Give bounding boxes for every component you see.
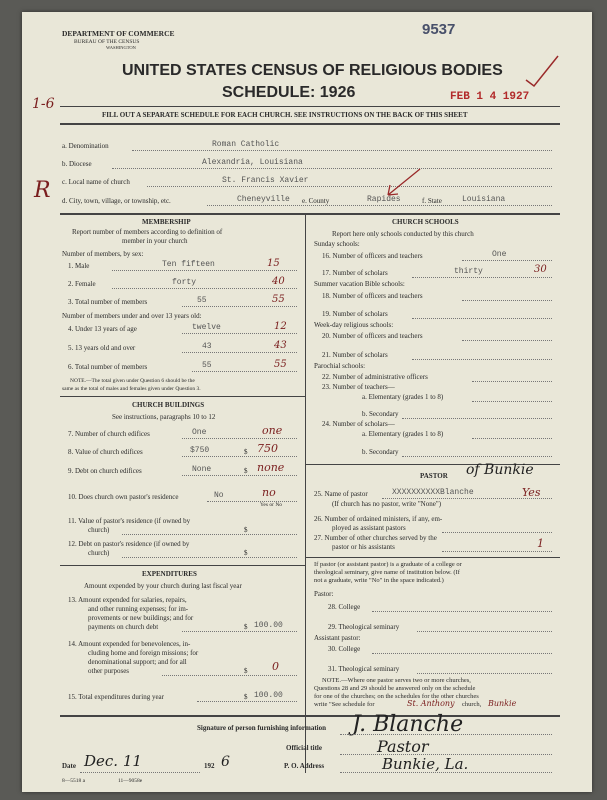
membership-title: MEMBERSHIP bbox=[142, 218, 191, 226]
pastor-note-3: for one of the churches; on the schedules for the other churches bbox=[314, 693, 479, 700]
q3-hand: 55 bbox=[272, 294, 285, 305]
pastor-title-hand: of Bunkie bbox=[466, 462, 534, 478]
q7-typed: One bbox=[192, 428, 207, 437]
q25-note: (If church has no pastor, write "None") bbox=[332, 500, 442, 508]
q10-typed: No bbox=[214, 491, 224, 500]
buildings-title: CHURCH BUILDINGS bbox=[132, 401, 205, 409]
form-title: UNITED STATES CENSUS OF RELIGIOUS BODIES bbox=[122, 62, 503, 79]
q13-value: 100.00 bbox=[254, 621, 283, 630]
city-value: Cheneyville bbox=[237, 195, 290, 204]
expenditures-sub: Amount expended by your church during last fiscal year bbox=[84, 582, 242, 590]
q9-hand: none bbox=[257, 461, 285, 474]
city-name: WASHINGTON bbox=[106, 45, 136, 50]
q21-label: 21. Number of scholars bbox=[322, 351, 388, 359]
date-label: Date bbox=[62, 762, 76, 770]
q24a-label: a. Elementary (grades 1 to 8) bbox=[362, 430, 444, 438]
state-label: f. State bbox=[422, 197, 442, 205]
q27-label-1: 27. Number of other churches served by the bbox=[314, 534, 437, 542]
q1-typed: Ten fifteen bbox=[162, 260, 215, 269]
q19-label: 19. Number of scholars bbox=[322, 310, 388, 318]
q26-label-2: ployed as assistant pastors bbox=[332, 524, 406, 532]
q9-label: 9. Debt on church edifices bbox=[68, 467, 142, 475]
pastor-title: PASTOR bbox=[420, 472, 448, 480]
q2-hand: 40 bbox=[272, 276, 285, 287]
q3-typed: 55 bbox=[197, 296, 207, 305]
q1-hand: 15 bbox=[267, 258, 280, 269]
form-number: 8—5518 a bbox=[62, 778, 86, 784]
q11-label-2: church) bbox=[88, 526, 110, 534]
q14-dollar: $ bbox=[244, 667, 248, 675]
q12-label-1: 12. Debt on pastor's residence (if owned by bbox=[68, 540, 190, 548]
parochial-label: Parochial schools: bbox=[314, 362, 366, 370]
church-name-value: St. Francis Xavier bbox=[222, 176, 309, 185]
schools-title: CHURCH SCHOOLS bbox=[392, 218, 459, 226]
q8-hand: 750 bbox=[257, 442, 278, 455]
q7-hand: one bbox=[262, 424, 283, 437]
pastor-note-hand: St. Anthony bbox=[407, 699, 455, 708]
q16-typed: One bbox=[492, 250, 507, 259]
membership-intro-1: Report number of members according to definition of bbox=[72, 228, 223, 236]
q12-label-2: church) bbox=[88, 549, 110, 557]
signature-label: Signature of person furnishing information bbox=[197, 724, 326, 732]
q11-label-1: 11. Value of pastor's residence (if owned by bbox=[68, 517, 191, 525]
grad-line-2: theological seminary, give name of institution below. (If bbox=[314, 569, 460, 576]
diocese-value: Alexandria, Louisiana bbox=[202, 158, 303, 167]
q15-dollar: $ bbox=[244, 693, 248, 701]
official-title-value: Pastor bbox=[377, 737, 429, 756]
q14-label-2: cluding home and foreign missions; for bbox=[88, 649, 199, 657]
q29-label: 29. Theological seminary bbox=[328, 623, 400, 631]
pastor-sub-label: Pastor: bbox=[314, 590, 334, 598]
vacation-label: Summer vacation Bible schools: bbox=[314, 280, 405, 288]
pastor-note-1: NOTE.—Where one pastor serves two or more churches, bbox=[322, 677, 471, 684]
year-prefix: 192 bbox=[204, 762, 215, 770]
q17-typed: thirty bbox=[454, 267, 483, 276]
diocese-label: b. Diocese bbox=[62, 160, 92, 168]
yes-no-caption: Yes or No bbox=[260, 502, 283, 508]
q7-label: 7. Number of church edifices bbox=[68, 430, 150, 438]
county-value: Rapides bbox=[367, 195, 401, 204]
q17-label: 17. Number of scholars bbox=[322, 269, 388, 277]
address-value: Bunkie, La. bbox=[382, 755, 469, 773]
official-title-label: Official title bbox=[286, 744, 322, 752]
membership-intro-2: member in your church bbox=[122, 237, 188, 245]
census-form bbox=[22, 12, 592, 792]
q28-label: 28. College bbox=[328, 603, 361, 611]
dept-name: DEPARTMENT OF COMMERCE bbox=[62, 29, 175, 38]
year-value: 6 bbox=[221, 754, 230, 770]
instructions-line: FILL OUT A SEPARATE SCHEDULE FOR EACH CHURCH. SEE INSTRUCTIONS ON THE BACK OF THIS SHEET bbox=[102, 111, 468, 119]
q3-label: 3. Total number of members bbox=[68, 298, 148, 306]
denomination-value: Roman Catholic bbox=[212, 140, 280, 149]
q13-label-4: payments on church debt bbox=[88, 623, 159, 631]
q9-typed: None bbox=[192, 465, 212, 474]
assistant-label: Assistant pastor: bbox=[314, 634, 361, 642]
county-label: e. County bbox=[302, 197, 330, 205]
q23-label: 23. Number of teachers— bbox=[322, 383, 395, 391]
q27-label-2: pastor or his assistants bbox=[332, 543, 395, 551]
q25-hand: Yes bbox=[522, 486, 541, 499]
schedule-number: 9537 bbox=[422, 21, 456, 38]
q25-label: 25. Name of pastor bbox=[314, 490, 368, 498]
q8-typed: $750 bbox=[190, 446, 210, 455]
buildings-sub: See instructions, paragraphs 10 to 12 bbox=[112, 413, 216, 421]
q25-typed: XXXXXXXXXXBlanche bbox=[392, 488, 474, 497]
margin-r-mark: R bbox=[34, 178, 51, 203]
margin-note: 1-6 bbox=[32, 96, 55, 112]
check-mark-icon bbox=[522, 52, 562, 92]
q30-label: 30. College bbox=[328, 645, 361, 653]
q13-dollar: $ bbox=[244, 623, 248, 631]
q13-label-1: 13. Amount expended for salaries, repairs, bbox=[68, 596, 187, 604]
bureau-name: BUREAU OF THE CENSUS bbox=[74, 39, 140, 45]
schedule-title: SCHEDULE: 1926 bbox=[222, 84, 356, 101]
q10-label: 10. Does church own pastor's residence bbox=[68, 493, 179, 501]
q1-label: 1. Male bbox=[68, 262, 90, 270]
q9-dollar: $ bbox=[244, 467, 248, 475]
q5-typed: 43 bbox=[202, 342, 212, 351]
date-value: Dec. 11 bbox=[84, 752, 142, 770]
membership-note-1: NOTE.—The total given under Question 6 should be the bbox=[70, 378, 195, 384]
q5-hand: 43 bbox=[274, 340, 287, 351]
q23b-label: b. Secondary bbox=[362, 410, 399, 418]
membership-note-2: same as the total of males and females given under Question 3. bbox=[62, 386, 201, 392]
q2-label: 2. Female bbox=[68, 280, 96, 288]
arrow-mark-icon bbox=[382, 167, 422, 199]
by-age-label: Number of members under and over 13 years old: bbox=[62, 312, 202, 320]
q6-typed: 55 bbox=[202, 361, 212, 370]
q6-label: 6. Total number of members bbox=[68, 363, 148, 371]
q27-hand: 1 bbox=[537, 537, 544, 550]
q13-label-3: provements or new buildings; and for bbox=[88, 614, 194, 622]
q4-hand: 12 bbox=[274, 321, 287, 332]
q4-typed: twelve bbox=[192, 323, 221, 332]
q4-label: 4. Under 13 years of age bbox=[68, 325, 137, 333]
received-stamp: FEB 1 4 1927 bbox=[450, 91, 530, 103]
q23a-label: a. Elementary (grades 1 to 8) bbox=[362, 393, 444, 401]
grad-line-1: If pastor (or assistant pastor) is a graduate of a college or bbox=[314, 561, 462, 568]
q20-label: 20. Number of officers and teachers bbox=[322, 332, 423, 340]
q16-label: 16. Number of officers and teachers bbox=[322, 252, 423, 260]
pastor-note-4-end: church, bbox=[462, 701, 482, 708]
q5-label: 5. 13 years old and over bbox=[68, 344, 136, 352]
q22-label: 22. Number of administrative officers bbox=[322, 373, 428, 381]
grad-line-3: not a graduate, write "No" in the space indicated.) bbox=[314, 577, 444, 584]
q11-dollar: $ bbox=[244, 526, 248, 534]
q26-label-1: 26. Number of ordained ministers, if any, em- bbox=[314, 515, 443, 523]
signature-value: J. Blanche bbox=[352, 712, 464, 737]
state-value: Louisiana bbox=[462, 195, 506, 204]
city-label: d. City, town, village, or township, etc. bbox=[62, 197, 171, 205]
expenditures-title: EXPENDITURES bbox=[142, 570, 197, 578]
address-label: P. O. Address bbox=[284, 762, 325, 770]
pastor-note-2: Questions 28 and 29 should be answered only on the schedule bbox=[314, 685, 476, 692]
q17-hand: 30 bbox=[534, 264, 547, 275]
q10-hand: no bbox=[262, 486, 276, 499]
q2-typed: forty bbox=[172, 278, 197, 287]
q15-label: 15. Total expenditures during year bbox=[68, 693, 164, 701]
q14-label-3: denominational support; and for all bbox=[88, 658, 187, 666]
pastor-note-hand-2: Bunkie bbox=[488, 699, 517, 708]
q13-label-2: and other running expenses; for im- bbox=[88, 605, 189, 613]
q12-dollar: $ bbox=[244, 549, 248, 557]
q8-label: 8. Value of church edifices bbox=[68, 448, 143, 456]
weekday-label: Week-day religious schools: bbox=[314, 321, 394, 329]
q24b-label: b. Secondary bbox=[362, 448, 399, 456]
q14-label-4: other purposes bbox=[88, 667, 130, 675]
pastor-note-4: write "See schedule for bbox=[314, 701, 375, 708]
q18-label: 18. Number of officers and teachers bbox=[322, 292, 423, 300]
print-number: 11—9058e bbox=[118, 778, 143, 784]
q8-dollar: $ bbox=[244, 448, 248, 456]
q31-label: 31. Theological seminary bbox=[328, 665, 400, 673]
q24-label: 24. Number of scholars— bbox=[322, 420, 395, 428]
denomination-label: a. Denomination bbox=[62, 142, 109, 150]
by-sex-label: Number of members, by sex: bbox=[62, 250, 144, 258]
q14-value: 0 bbox=[272, 660, 279, 673]
church-name-label: c. Local name of church bbox=[62, 178, 130, 186]
q14-label-1: 14. Amount expended for benevolences, in- bbox=[68, 640, 191, 648]
q15-value: 100.00 bbox=[254, 691, 283, 700]
sunday-label: Sunday schools: bbox=[314, 240, 360, 248]
q6-hand: 55 bbox=[274, 359, 287, 370]
schools-intro: Report here only schools conducted by this church bbox=[332, 230, 474, 238]
